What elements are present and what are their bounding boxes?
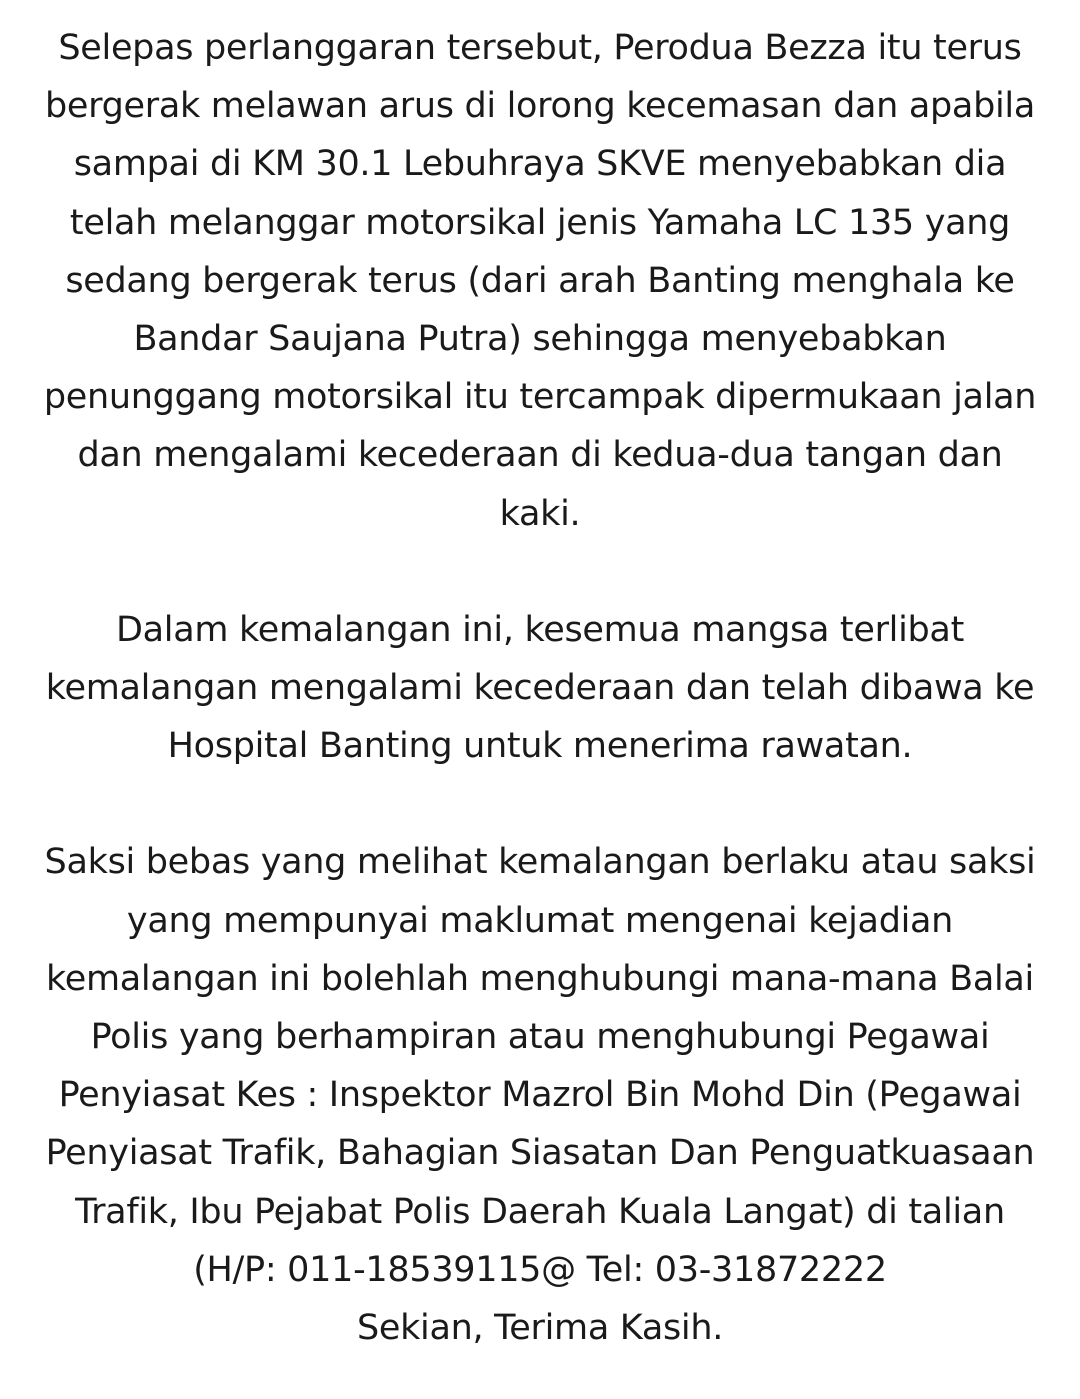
text-line: sampai di KM 30.1 Lebuhraya SKVE menyebabkan dia (73, 144, 1007, 185)
text-line: Bandar Saujana Putra) sehingga menyebabkan (133, 319, 947, 360)
text-line: penunggang motorsikal itu tercampak dipermukaan jalan (43, 377, 1037, 418)
contact-line: (H/P: 011-18539115@ Tel: 03-31872222 (193, 1249, 887, 1290)
text-line: bergerak melawan arus di lorong kecemasan dan apabila (45, 86, 1035, 127)
text-line: telah melanggar motorsikal jenis Yamaha LC 135 yang (69, 202, 1011, 243)
text-line: kaki. (499, 493, 581, 534)
text-line: kemalangan mengalami kecederaan dan telah dibawa ke (45, 668, 1035, 709)
paragraph-victims (0, 601, 1080, 776)
text-line: Dalam kemalangan ini, kesemua mangsa terlibat (116, 609, 964, 650)
text-line: dan mengalami kecederaan di kedua-dua tangan dan (77, 435, 1003, 476)
paragraph-witness-appeal (0, 833, 1080, 1299)
text-line: Saksi bebas yang melihat kemalangan berlaku atau saksi (44, 842, 1036, 883)
text-line: Polis yang berhampiran atau menghubungi Pegawai (90, 1017, 990, 1058)
text-line: Penyiasat Trafik, Bahagian Siasatan Dan Penguatkuasaan (45, 1133, 1035, 1174)
text-line: Trafik, Ibu Pejabat Polis Daerah Kuala Langat) di talian (75, 1191, 1005, 1232)
text-line: kemalangan ini bolehlah menghubungi mana-mana Balai (46, 958, 1034, 999)
paragraph-closing (0, 1299, 1080, 1357)
text-line: Penyiasat Kes : Inspektor Mazrol Bin Mohd Din (Pegawai (58, 1075, 1022, 1116)
paragraph-collision-details (0, 0, 1080, 543)
closing-line: Sekian, Terima Kasih. (356, 1308, 724, 1349)
text-line: Selepas perlanggaran tersebut, Perodua Bezza itu terus (58, 28, 1022, 68)
text-line: Hospital Banting untuk menerima rawatan. (167, 726, 913, 767)
text-line: yang mempunyai maklumat mengenai kejadian (126, 900, 954, 941)
text-line: sedang bergerak terus (dari arah Banting menghala ke (65, 260, 1015, 301)
